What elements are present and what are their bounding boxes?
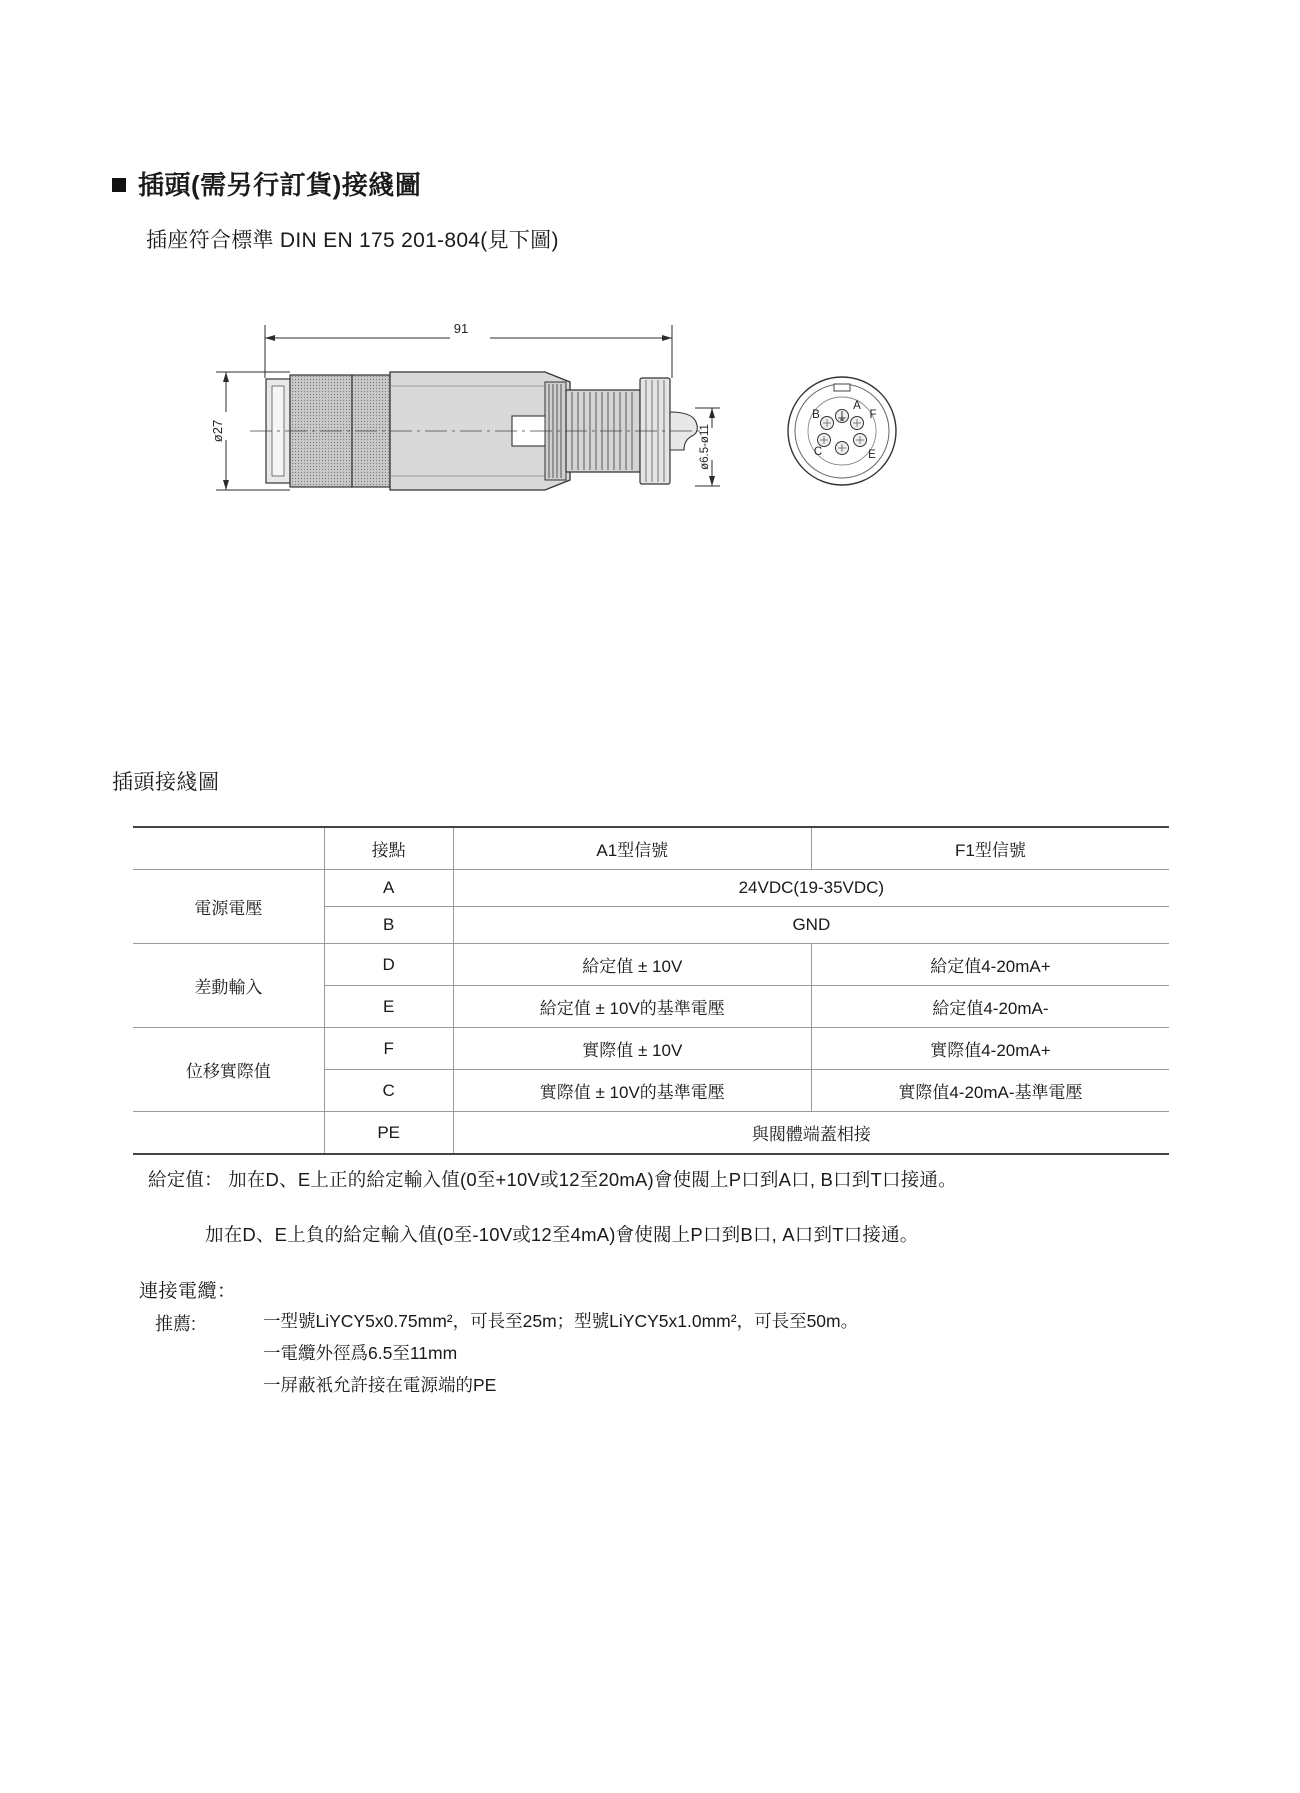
row-value-a1: 給定值 ± 10V bbox=[453, 944, 811, 986]
row-point: E bbox=[324, 986, 453, 1028]
setpoint-note-text-1: 加在D、E上正的給定輸入值(0至+10V或12至20mA)會使閥上P口到A口, B口到T口接通。 bbox=[228, 1169, 957, 1190]
cable-note-1: 一型號LiYCY5x0.75mm²，可長至25m；型號LiYCY5x1.0mm²，可長至50m。 bbox=[263, 1311, 859, 1331]
table-header-a1: A1型信號 bbox=[453, 827, 811, 870]
setpoint-note-label: 給定值： bbox=[148, 1169, 223, 1190]
row-value-span: 24VDC(19-35VDC) bbox=[453, 870, 1169, 907]
dim-diameter-label: ø27 bbox=[210, 419, 225, 443]
setpoint-note-line-2: 加在D、E上負的給定輸入值(0至-10V或12至4mA)會使閥上P口到B口, A口到T口接通。 bbox=[205, 1224, 919, 1245]
row-group-label: 位移實際值 bbox=[133, 1028, 324, 1112]
wiring-table-wrap bbox=[133, 826, 1169, 1155]
dim-cable-label: ø6.5-ø11 bbox=[699, 424, 711, 470]
section-heading-text: 插頭(需另行訂貨)接綫圖 bbox=[138, 170, 422, 200]
wiring-table bbox=[133, 826, 1169, 1155]
row-value-a1: 實際值 ± 10V bbox=[453, 1028, 811, 1070]
pin-label-e: E bbox=[868, 449, 876, 461]
row-value-f1: 給定值4-20mA- bbox=[811, 986, 1169, 1028]
wiring-diagram-title: 插頭接綫圖 bbox=[112, 771, 220, 794]
dim-length-label: 91 bbox=[453, 321, 469, 336]
row-group-label bbox=[133, 1112, 324, 1155]
table-header-f1: F1型信號 bbox=[811, 827, 1169, 870]
row-value-f1: 實際值4-20mA-基準電壓 bbox=[811, 1070, 1169, 1112]
pin-label-a: A bbox=[853, 400, 861, 412]
section-heading bbox=[112, 165, 421, 202]
connector-drawing bbox=[0, 300, 1300, 560]
cable-recommend-label: 推薦: bbox=[155, 1314, 197, 1334]
row-value-a1: 給定值 ± 10V的基準電壓 bbox=[453, 986, 811, 1028]
row-point: PE bbox=[324, 1112, 453, 1155]
cable-note-3: 一屏蔽衹允許接在電源端的PE bbox=[263, 1375, 497, 1395]
row-point: C bbox=[324, 1070, 453, 1112]
row-value-a1: 實際值 ± 10V的基準電壓 bbox=[453, 1070, 811, 1112]
cable-section-title: 連接電纜： bbox=[139, 1281, 237, 1302]
table-row bbox=[133, 870, 1169, 907]
pin-label-c: C bbox=[813, 446, 823, 458]
row-point: F bbox=[324, 1028, 453, 1070]
pin-label-f: F bbox=[869, 409, 877, 421]
row-point: B bbox=[324, 907, 453, 944]
row-group-label: 差動輸入 bbox=[133, 944, 324, 1028]
row-group-label: 電源電壓 bbox=[133, 870, 324, 944]
connector-face-view bbox=[788, 377, 896, 485]
row-value-span: 與閥體端蓋相接 bbox=[453, 1112, 1169, 1155]
standard-note: 插座符合標準 DIN EN 175 201-804(見下圖) bbox=[146, 229, 559, 252]
table-row bbox=[133, 1028, 1169, 1070]
square-bullet-icon bbox=[112, 178, 126, 192]
table-header-blank bbox=[133, 827, 324, 870]
cable-note-2: 一電纜外徑爲6.5至11mm bbox=[263, 1343, 458, 1363]
row-value-f1: 實際值4-20mA+ bbox=[811, 1028, 1169, 1070]
row-value-span: GND bbox=[453, 907, 1169, 944]
table-header-row bbox=[133, 827, 1169, 870]
table-header-point: 接點 bbox=[324, 827, 453, 870]
pin-label-b: B bbox=[812, 409, 820, 421]
row-value-f1: 給定值4-20mA+ bbox=[811, 944, 1169, 986]
setpoint-note-line-1 bbox=[148, 1166, 957, 1192]
row-point: D bbox=[324, 944, 453, 986]
row-point: A bbox=[324, 870, 453, 907]
table-row bbox=[133, 1112, 1169, 1155]
table-row bbox=[133, 944, 1169, 986]
